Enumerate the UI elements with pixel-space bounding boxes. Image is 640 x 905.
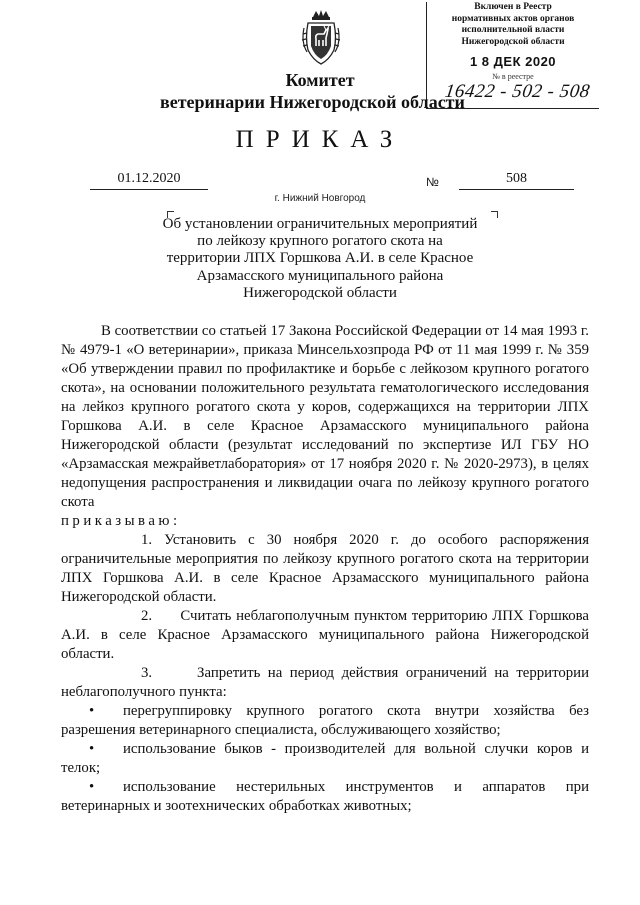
order-word: приказываю: — [61, 513, 181, 529]
bullet-text: использование быков - производителей для вольной случки коров и телок; — [61, 741, 589, 776]
organization-name-line1: Комитет — [285, 70, 355, 90]
bullet-text: использование нестерильных инструментов и аппаратов при ветеринарных и зоотехнических обработках животных; — [61, 779, 589, 814]
stamp-registry-number: 16422 - 502 - 508 — [443, 81, 592, 102]
item-number: 1. — [141, 532, 153, 548]
item-number: 3. — [141, 665, 153, 681]
bullet-item — [61, 740, 589, 778]
stamp-line: нормативных актов органов — [451, 13, 575, 24]
preamble-paragraph: В соответствии со статьей 17 Закона Российской Федерации от 14 мая 1993 г. № 4979-1 «О ветеринарии», приказа Минсельхозпрода РФ от 11 мая 1999 г. № 359 «Об утверждении правил по профилактике и борьбе с лейкозом крупного рогатого скота», на основании положительного результата гематологического исследования на лейкоз крупного рогатого скота у коров, содержащихся на территории ЛПХ Горшкова А.И. в селе Красное Арзамасского муниципального района Нижегородской области (результат исследований по экспертизе ИЛ ГБУ НО «Арзамасская межрайветлаборатория» от 17 ноября 2020 г. № 2020-2973), в целях недопущения распространения и ликвидации очага по лейкозу крупного рогатого скота — [61, 323, 589, 510]
stamp-line: исполнительной власти — [461, 25, 565, 35]
bullet-item — [61, 702, 589, 740]
document-subject — [150, 216, 490, 302]
document-type-title: ПРИКАЗ — [235, 126, 405, 153]
stamp-registry-label: № в реестре — [492, 72, 534, 81]
document-number: 508 — [506, 171, 527, 186]
document-date: 01.12.2020 — [117, 171, 181, 186]
subject-line: Нижегородской области — [243, 284, 397, 301]
order-item-1 — [61, 531, 589, 607]
subject-line: Об установлении ограничительных мероприятий — [162, 216, 478, 232]
number-sign: № — [426, 175, 439, 189]
organization-name-line2: ветеринарии Нижегородской области — [160, 92, 465, 112]
date-underline — [90, 189, 208, 190]
subject-bracket-right — [491, 211, 498, 218]
order-item-3 — [61, 664, 589, 702]
item-text: Установить с 30 ноября 2020 г. до особого распоряжения ограничительные мероприятия по лейкозу крупного рогатого скота на территории ЛПХ Горшкова А.И. в селе Красное Арзамасского муниципального района Нижегородской области. — [61, 532, 590, 605]
stamp-line: Нижегородской области — [461, 36, 565, 47]
subject-line: по лейкозу крупного рогатого скота на — [197, 233, 443, 250]
issue-city: г. Нижний Новгород — [274, 193, 366, 204]
bullet-icon: • — [89, 741, 95, 757]
bullet-icon: • — [89, 703, 95, 719]
number-underline — [459, 189, 574, 190]
stamp-date: 1 8 ДЕК 2020 — [469, 54, 557, 69]
item-text: Считать неблагополучным пунктом территорию ЛПХ Горшкова А.И. в селе Красное Арзамасского муниципального района Нижегородской области. — [61, 608, 589, 662]
item-number: 2. — [141, 608, 153, 624]
subject-line: территории ЛПХ Горшкова А.И. в селе Красное — [166, 250, 474, 267]
order-item-2 — [61, 607, 589, 664]
bullet-icon: • — [89, 779, 95, 795]
item-text: Запретить на период действия ограничений на территории неблагополучного пункта: — [61, 665, 589, 700]
subject-line: Арзамасского муниципального района — [196, 267, 444, 284]
coat-of-arms-icon — [299, 8, 343, 66]
bullet-text: перегруппировку крупного рогатого скота внутри хозяйства без разрешения ветеринарного специалиста, обслуживающего хозяйство; — [61, 703, 589, 738]
document-body — [61, 322, 589, 816]
stamp-line: Включен в Реестр — [474, 2, 552, 12]
bullet-item — [61, 778, 589, 816]
